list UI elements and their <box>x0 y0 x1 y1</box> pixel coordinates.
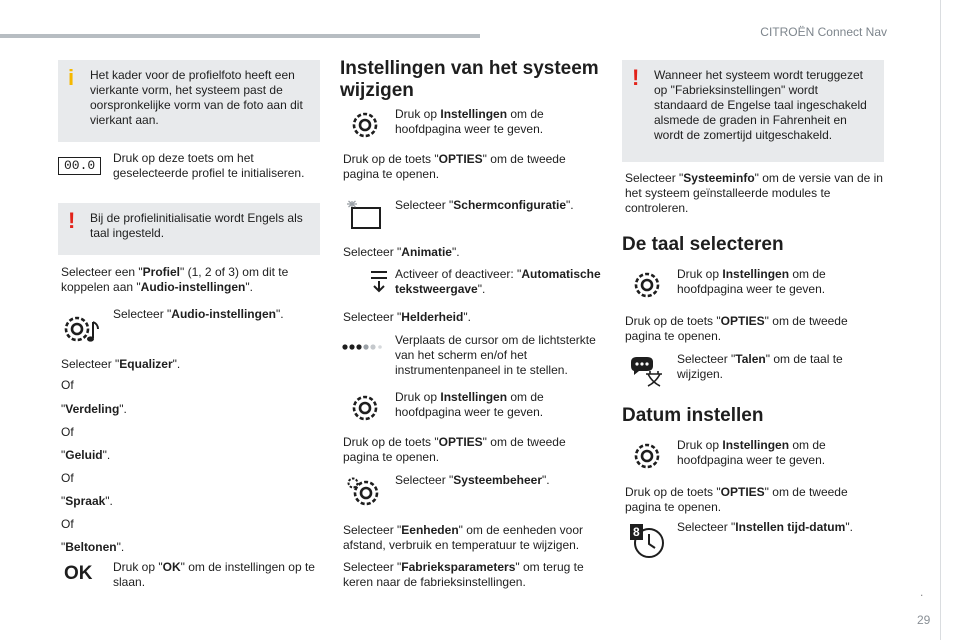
scroll-icon <box>368 268 390 294</box>
screen-step-text: Selecteer "Schermconfiguratie". <box>395 198 574 212</box>
settings-step-text: Druk op Instellingen om de hoofdpagina weer te geven. <box>395 107 544 136</box>
settings-step-text: Druk op Instellingen om de hoofdpagina weer te geven. <box>677 267 826 296</box>
gear-icon <box>632 270 662 300</box>
opties-text: Druk op de toets "OPTIES" om de tweede pagina te openen. <box>625 314 848 343</box>
clock-icon <box>628 522 668 560</box>
ok-step-text: Druk op "OK" om de instellingen op te slaan. <box>113 560 315 589</box>
gear-icon <box>350 393 380 423</box>
audio-step-text: Selecteer "Audio-instellingen". <box>113 307 284 321</box>
gear-double-icon <box>346 475 382 509</box>
or-text: Of <box>61 471 74 485</box>
helderheid-text: Selecteer "Helderheid". <box>343 310 471 324</box>
opties-text: Druk op de toets "OPTIES" om de tweede pagina te openen. <box>625 485 848 514</box>
warning-mark-icon: ! <box>68 208 76 233</box>
top-bar <box>0 34 480 38</box>
or-text: Of <box>61 517 74 531</box>
info-box: i Het kader voor de profielfoto heeft een vierkante vorm, het systeem past de oorspronkelijke vorm van de foto aan dit vierkant aan. <box>58 60 320 142</box>
heading-language: De taal selecteren <box>622 234 784 255</box>
reset-text: Druk op deze toets om het geselecteerde profiel te initialiseren. <box>113 151 305 180</box>
ok-icon: OK <box>64 563 93 584</box>
eenheden-text: Selecteer "Eenheden" om de eenheden voor afstand, verbruik en temperatuur te wijzigen. <box>343 523 584 552</box>
warning-mark-icon: ! <box>632 65 640 90</box>
warning-box: ! Wanneer het systeem wordt teruggezet op "Fabrieksinstellingen" wordt standaard de Engelse taal ingeschakeld alsmede de graden in Fahrenheit en wordt de zomertijd uitgeschakeld. <box>622 60 884 162</box>
gear-icon <box>632 441 662 471</box>
or-text: Of <box>61 378 74 392</box>
language-step-text: Selecteer "Talen" om de taal te wijzigen. <box>677 352 843 381</box>
animatie-text: Selecteer "Animatie". <box>343 245 460 259</box>
gear-icon <box>350 110 380 140</box>
systeeminfo-text: Selecteer "Systeeminfo" om de versie van de in het systeem geïnstalleerde modules te controleren. <box>625 171 883 215</box>
beltonen-text: "Beltonen". <box>61 540 125 554</box>
header-title: CITROËN Connect Nav <box>760 25 887 39</box>
page-number: 29 <box>917 613 931 627</box>
heading-date: Datum instellen <box>622 405 764 426</box>
brightness-step-text: Verplaats de cursor om de lichtsterkte van het scherm en/of het instrumentenpaneel in te stellen. <box>395 333 596 377</box>
fabrieks-text: Selecteer "Fabrieksparameters" om terug te keren naar de fabrieksinstellingen. <box>343 560 584 589</box>
date-step-text: Selecteer "Instellen tijd-datum". <box>677 520 853 534</box>
side-rule <box>940 0 941 640</box>
info-mark-icon: i <box>68 65 75 90</box>
reset-profile-icon: 00.0 <box>58 157 101 175</box>
scroll-step-text: Activeer of deactiveer: "Automatische tekstweergave". <box>395 267 601 296</box>
opties-text: Druk op de toets "OPTIES" om de tweede pagina te openen. <box>343 152 566 181</box>
select-profile-text: Selecteer een "Profiel" (1, 2 of 3) om dit te koppelen aan "Audio-instellingen". <box>61 265 289 294</box>
brightness-icon <box>342 342 382 352</box>
page-dot: . <box>920 585 924 599</box>
system-management-step-text: Selecteer "Systeembeheer". <box>395 473 550 487</box>
equalizer-text: Selecteer "Equalizer". <box>61 357 181 371</box>
warning-box: ! Bij de profielinitialisatie wordt Engels als taal ingesteld. <box>58 203 320 255</box>
geluid-text: "Geluid". <box>61 448 111 462</box>
gear-music-icon <box>62 312 102 348</box>
settings-step-text: Druk op Instellingen om de hoofdpagina weer te geven. <box>395 390 544 419</box>
heading-system-settings: Instellingen van het systeem wijzigen <box>340 58 599 101</box>
spraak-text: "Spraak". <box>61 494 113 508</box>
language-icon <box>628 354 666 388</box>
verdeling-text: "Verdeling". <box>61 402 127 416</box>
or-text: Of <box>61 425 74 439</box>
opties-text: Druk op de toets "OPTIES" om de tweede pagina te openen. <box>343 435 566 464</box>
settings-step-text: Druk op Instellingen om de hoofdpagina weer te geven. <box>677 438 826 467</box>
clock-badge-number: 8 <box>633 525 640 539</box>
screen-icon <box>344 198 384 234</box>
